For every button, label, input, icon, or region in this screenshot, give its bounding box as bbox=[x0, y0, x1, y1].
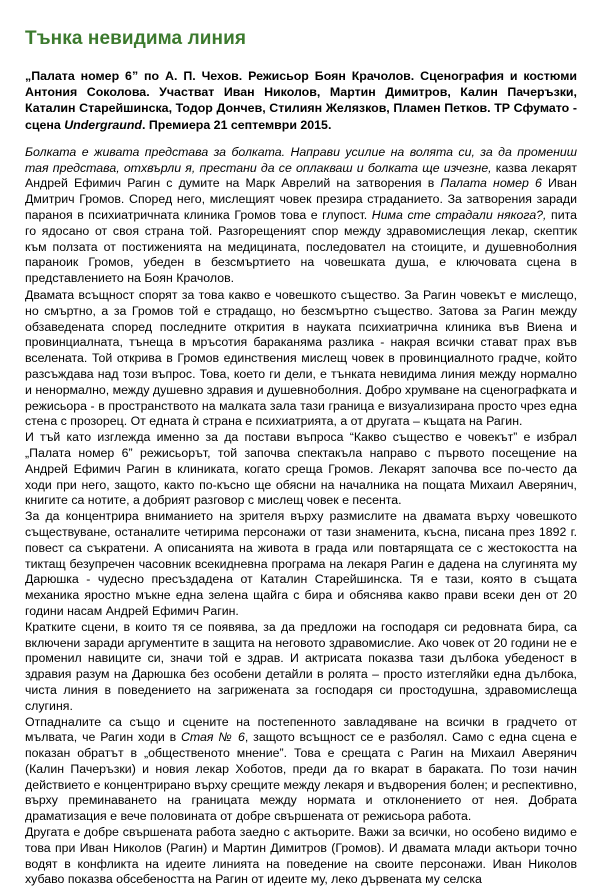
paragraph-3: И тъй като изглежда именно за да постави въпроса “Какво същество е човекът” е избрал „Палата номер 6” режисьорът, той започва спектакъла направо с първото посещение на Андрей Ефимич Рагин в клиниката, когато среща Громов. Лекарят започва все по-често да ходи при него, защото, както по-късно ще обясни на началника на пощата Михаил Аверянич, книгите са нотите, а добрият разговор с мислещ човек е песента. bbox=[25, 430, 577, 508]
credits-premiere: . Премиера 21 септември 2015. bbox=[142, 117, 332, 132]
quote-marcus-aurelius: Болката е живата представа за болката. Направи усилие на волята си, за да промениш тая представа, отхвърли я, престани да се оплакваш и болката ще изчезне, bbox=[25, 144, 577, 175]
article-title: Тънка невидима линия bbox=[25, 28, 247, 49]
room-ref: Стая № 6 bbox=[181, 730, 245, 745]
production-credits bbox=[25, 68, 577, 133]
paragraph-1-text-a: казва лекарят Андрей Ефимич Рагин с думите на Марк Аврелий на затворения в bbox=[25, 160, 578, 191]
paragraph-1-text-c: пита го ядосано от своя страна той. Разгорещеният спор между здравомислещия лекар, скептик към ползата от постиженията на медицината, последовател на стоиците, и душевноболния параноик Громов, убеден в безсмъртието на човешката душа, е ключовата сцена в представлението на Боян Крачолов. bbox=[25, 208, 577, 286]
credits-main: „Палата номер 6” по А. П. Чехов. Режисьор Боян Крачолов. Сценография и костюми Антония Соколова. Участват Иван Николов, Мартин Димитров, Калин Пачеръзки, Каталин Старейшинска, Тодор Дончев, Стилиян Желязков, Пламен Петков. ТР Сфумато - сцена bbox=[25, 69, 577, 132]
play-title-ref: Палата номер 6 bbox=[440, 176, 542, 191]
paragraph-6-text-a: Отпадналите са също и сцените на постепенното завладяване на всички в градчето от мълвата, че Рагин ходи в bbox=[25, 714, 577, 745]
quote-gromov: Нима сте страдали някога?, bbox=[371, 208, 547, 222]
paragraph-5: Кратките сцени, в които тя се появява, за да предложи на господаря си редовната бира, са включени заради аргументите в защита на неговото здравомислие. Ако човек от 20 години не е променил навиците си, значи той е здрав. И актрисата показва тази дълбока убеденост в здравия разум на Дарюшка без особени детайли в ролята – просто изтегляйки една дълбока, чиста линия в поведението на загрижената за господаря си простодушна, здравомислеща слугиня. bbox=[25, 619, 577, 713]
paragraph-2: Двамата всъщност спорят за това какво е човешкото същество. За Рагин човекът е мислещо, но смъртно, а за Громов той е страдащо, но безсмъртно същество. Затова за Рагин между обзаведената според последните открития в науката психиатрична клиника във Виена и провинциалната, тънеща в мръсотия бараканяма разлика - накрая всички стават прах във вселената. Той открива в Громов единствения мислещ човек в провинциалното градче, който разсъждава над този въпрос. Това, което ги дели, е тънката невидима линия между нормално и ненормално, между душевно здравия и душевноболния. Добро хрумване на сценографката и режисьора - в пространството на малката зала тази граница е визуализирана просто чрез една стена с прозорец. От едната ѝ страна е психиатрията, а от другата – къщата на Рагин. bbox=[25, 287, 577, 429]
paragraph-6-text-b: , защото всъщност се е разболял. Само с една сцена е показан обратът в „общественото мнение”. Това е срещата с Рагин на Михаил Аверянич (Калин Пачеръзки) и новия лекар Хоботов, преди да го вкарат в бараката. По този начин действието е концентрирано върху срещите между лекаря и въдворения болен; и респективно, върху преминаването на границата между нормата и отклонението от нея. Добрата драматизация е вече половината от добре свършената от режисьора работа. bbox=[25, 730, 578, 824]
paragraph-4: За да концентрира вниманието на зрителя върху размислите на двамата върху човешкото съществуване, останалите четирима персонажи от тази знаменита, късна, писана през 1892 г. повест са съкратени. А описанията на живота в града или повтарящата се с жестокостта на тиктащ безупречен часовник всекидневна програма на лекаря Рагин е дадена на слугинята му Дарюшка - чудесно пресъздадена от Каталин Старейшинска. Тя е тази, която в същата механика яростно мъкне една зелена щайга с бира и обяснява какво прави всеки ден от 20 години насам Андрей Ефимич Рагин. bbox=[25, 509, 577, 618]
credits-venue: Undergraund bbox=[64, 117, 143, 132]
paragraph-7: Другата е добре свършената работа заедно с актьорите. Важи за всички, но особено видимо е това при Иван Николов (Рагин) и Мартин Димитров (Громов). И двамата млади актьори точно водят в конфликта на идеите линията на поведение на своите персонажи. Иван Николов хубаво показва обсебеността на Рагин от идеите му, леко дървената му селска bbox=[25, 825, 577, 887]
paragraph-1-text-b: Иван Дмитрич Громов. Според него, мислещият човек презира страданието. За затворения заради параноя в психиатричната клиника Громов това е глупост. bbox=[25, 176, 577, 222]
paragraph-1 bbox=[25, 145, 577, 287]
paragraph-6 bbox=[25, 715, 577, 826]
